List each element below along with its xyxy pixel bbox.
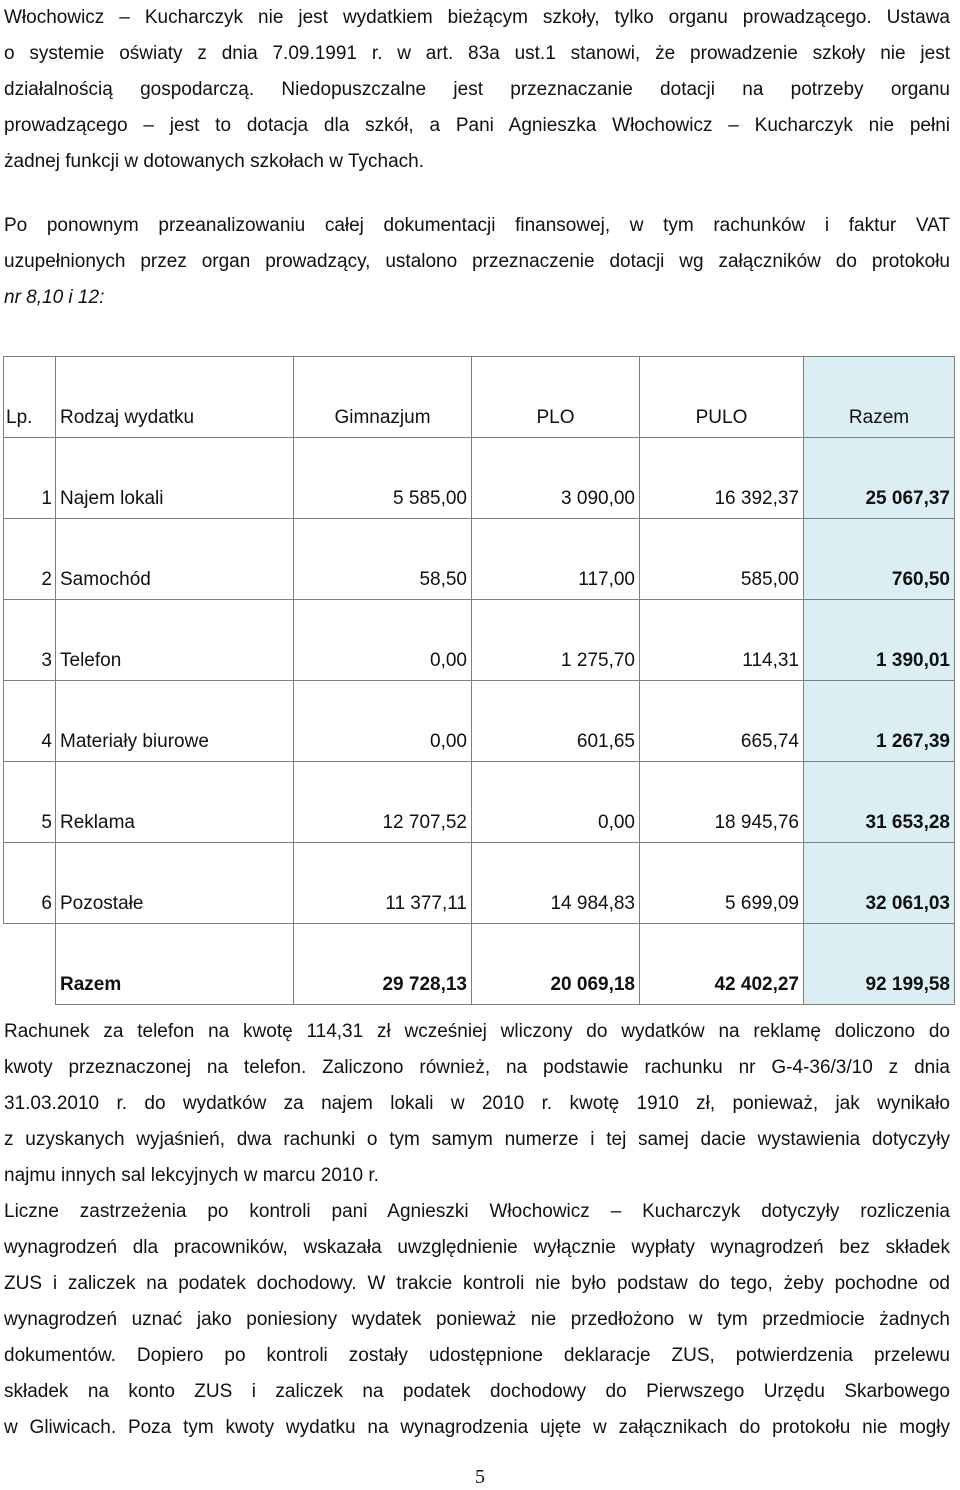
text-line: żadnej funkcji w dotowanych szkołach w Tychach. <box>4 151 424 172</box>
table-row <box>4 438 955 519</box>
cell-expense-type: Pozostałe <box>56 843 294 924</box>
text-line: najmu innych sal lekcyjnych w marcu 2010 r. <box>4 1165 379 1186</box>
cell-gimnazjum: 12 707,52 <box>294 762 472 843</box>
cell-pulo: 5 699,09 <box>640 843 804 924</box>
expense-table <box>3 356 955 1005</box>
text-line: działalnością gospodarczą. Niedopuszczalne jest przeznaczanie dotacji na potrzeby organu <box>4 79 950 100</box>
cell-razem: 32 061,03 <box>804 843 955 924</box>
cell-razem: 1 390,01 <box>804 600 955 681</box>
cell-lp: 4 <box>4 681 56 762</box>
text-line: Rachunek za telefon na kwotę 114,31 zł wcześniej wliczony do wydatków na reklamę doliczono do <box>4 1021 950 1042</box>
cell-expense-type: Najem lokali <box>56 438 294 519</box>
cell-plo: 14 984,83 <box>472 843 640 924</box>
header-pulo: PULO <box>640 357 804 438</box>
text-line: Po ponownym przeanalizowaniu całej dokumentacji finansowej, w tym rachunków i faktur VAT <box>4 215 950 236</box>
cell-sum-plo: 20 069,18 <box>472 924 640 1005</box>
cell-pulo: 585,00 <box>640 519 804 600</box>
text-line: kwoty przeznaczonej na telefon. Zaliczono również, na podstawie rachunku nr G-4-36/3/10 z dnia <box>4 1057 950 1078</box>
text-line: 31.03.2010 r. do wydatków za najem lokali w 2010 r. kwotę 1910 zł, ponieważ, jak wynikało <box>4 1093 950 1114</box>
header-lp: Lp. <box>4 357 56 438</box>
text-line: wynagrodzeń uznać jako poniesiony wydatek ponieważ nie przedłożono w tym przedmiocie żadnych <box>4 1309 950 1330</box>
cell-plo: 1 275,70 <box>472 600 640 681</box>
cell-lp: 2 <box>4 519 56 600</box>
cell-gimnazjum: 58,50 <box>294 519 472 600</box>
cell-sum-pulo: 42 402,27 <box>640 924 804 1005</box>
text-line: wynagrodzeń dla pracowników, wskazała uwzględnienie wyłącznie wypłaty wynagrodzeń bez składek <box>4 1237 950 1258</box>
header-expense-type: Rodzaj wydatku <box>56 357 294 438</box>
paragraph-phone-bill <box>4 1014 950 1194</box>
cell-lp: 3 <box>4 600 56 681</box>
cell-pulo: 114,31 <box>640 600 804 681</box>
text-line: ZUS i zaliczek na podatek dochodowy. W trakcie kontroli nie było podstaw do tego, żeby pochodne od <box>4 1273 950 1294</box>
paragraph-reanalysis <box>4 208 950 316</box>
paragraph-dotation-purpose <box>4 0 950 180</box>
cell-gimnazjum: 0,00 <box>294 681 472 762</box>
table-row <box>4 762 955 843</box>
cell-lp-empty <box>4 924 56 1005</box>
table-header-row <box>4 357 955 438</box>
cell-plo: 117,00 <box>472 519 640 600</box>
cell-lp: 6 <box>4 843 56 924</box>
text-line: prowadzącego – jest to dotacja dla szkół, a Pani Agnieszka Włochowicz – Kucharczyk nie pełni <box>4 115 950 136</box>
cell-sum-razem: 92 199,58 <box>804 924 955 1005</box>
table-row <box>4 843 955 924</box>
table-row <box>4 600 955 681</box>
table-row <box>4 681 955 762</box>
table-sum-row <box>4 924 955 1005</box>
cell-gimnazjum: 5 585,00 <box>294 438 472 519</box>
cell-razem: 760,50 <box>804 519 955 600</box>
paragraph-salary-objections <box>4 1194 950 1446</box>
cell-plo: 0,00 <box>472 762 640 843</box>
header-plo: PLO <box>472 357 640 438</box>
cell-plo: 601,65 <box>472 681 640 762</box>
cell-expense-type: Materiały biurowe <box>56 681 294 762</box>
cell-pulo: 18 945,76 <box>640 762 804 843</box>
text-line: z uzyskanych wyjaśnień, dwa rachunki o tym samym numerze i tej samej dacie wystawienia dotyczyły <box>4 1129 950 1150</box>
text-line: uzupełnionych przez organ prowadzący, ustalono przeznaczenie dotacji wg załączników do protokołu <box>4 251 950 272</box>
text-line: Włochowicz – Kucharczyk nie jest wydatkiem bieżącym szkoły, tylko organu prowadzącego. Ustawa <box>4 7 950 28</box>
cell-razem: 25 067,37 <box>804 438 955 519</box>
cell-razem: 1 267,39 <box>804 681 955 762</box>
text-line: składek na konto ZUS i zaliczek na podatek dochodowy do Pierwszego Urzędu Skarbowego <box>4 1381 950 1402</box>
header-razem: Razem <box>804 357 955 438</box>
cell-pulo: 665,74 <box>640 681 804 762</box>
cell-expense-type: Samochód <box>56 519 294 600</box>
cell-expense-type: Reklama <box>56 762 294 843</box>
text-line: nr 8,10 i 12: <box>4 287 105 308</box>
text-line: dokumentów. Dopiero po kontroli zostały udostępnione deklaracje ZUS, potwierdzenia przelewu <box>4 1345 950 1366</box>
cell-sum-gimnazjum: 29 728,13 <box>294 924 472 1005</box>
cell-pulo: 16 392,37 <box>640 438 804 519</box>
cell-lp: 1 <box>4 438 56 519</box>
cell-plo: 3 090,00 <box>472 438 640 519</box>
cell-razem: 31 653,28 <box>804 762 955 843</box>
text-line: o systemie oświaty z dnia 7.09.1991 r. w art. 83a ust.1 stanowi, że prowadzenie szkoły nie jest <box>4 43 950 64</box>
cell-sum-label: Razem <box>56 924 294 1005</box>
text-line: Liczne zastrzeżenia po kontroli pani Agnieszki Włochowicz – Kucharczyk dotyczyły rozliczenia <box>4 1201 950 1222</box>
header-gimnazjum: Gimnazjum <box>294 357 472 438</box>
cell-gimnazjum: 11 377,11 <box>294 843 472 924</box>
table-row <box>4 519 955 600</box>
cell-gimnazjum: 0,00 <box>294 600 472 681</box>
text-line: w Gliwicach. Poza tym kwoty wydatku na wynagrodzenia ujęte w załącznikach do protokołu nie mogły <box>4 1417 950 1438</box>
page-number: 5 <box>475 1466 485 1488</box>
cell-expense-type: Telefon <box>56 600 294 681</box>
cell-lp: 5 <box>4 762 56 843</box>
